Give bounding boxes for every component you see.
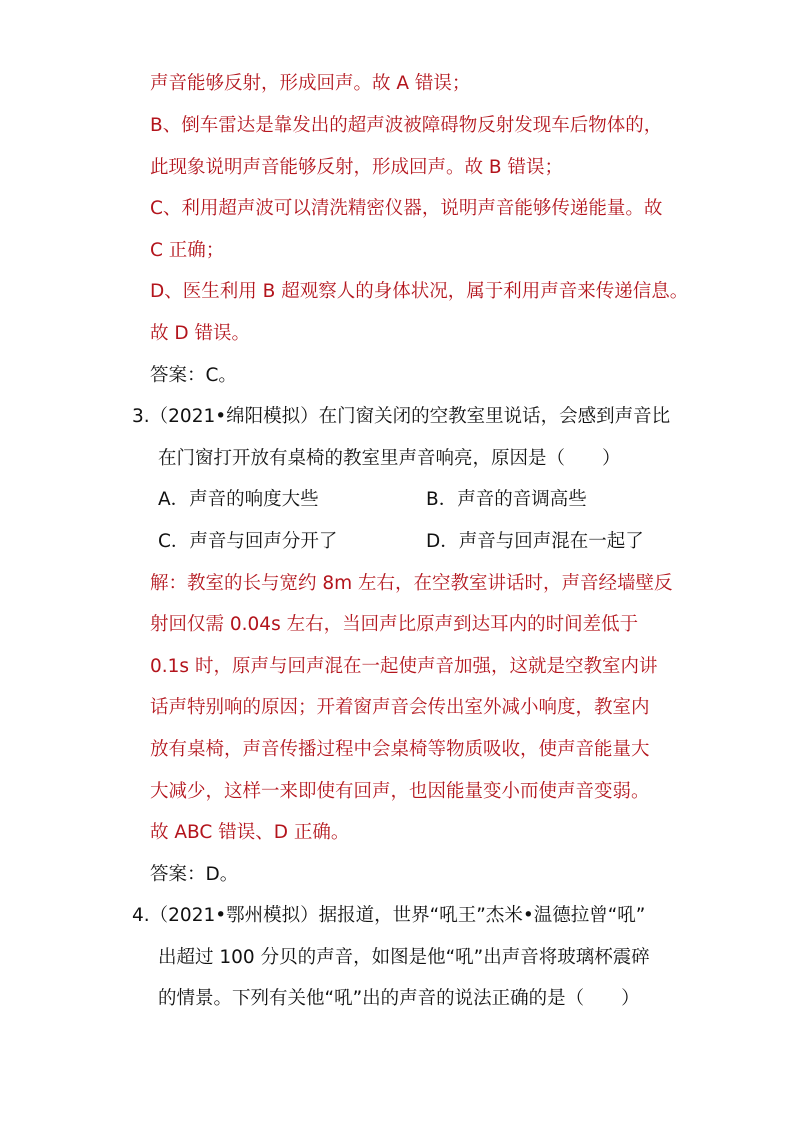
q2-explanation-line-5: C 正确； bbox=[150, 240, 225, 261]
q4-stem-line-1: 4.（2021•鄂州模拟）据报道，世界“吼王”杰米•温德拉曾“吼” bbox=[132, 905, 646, 926]
q2-explanation-line-2: B、倒车雷达是靠发出的超声波被障碍物反射发现车后物体的， bbox=[150, 115, 663, 136]
q2-explanation-line-6: D、医生利用 B 超观察人的身体状况，属于利用声音来传递信息。 bbox=[150, 281, 689, 302]
q4-stem-line-2: 出超过 100 分贝的声音，如图是他“吼”出声音将玻璃杯震碎 bbox=[158, 947, 650, 968]
q2-explanation-line-1: 声音能够反射，形成回声。故 A 错误； bbox=[150, 73, 471, 94]
q3-stem-line-2: 在门窗打开放有桌椅的教室里声音响亮，原因是（ ） bbox=[158, 448, 621, 469]
q3-solution-line-5: 放有桌椅，声音传播过程中会桌椅等物质吸收，使声音能量大 bbox=[150, 739, 650, 760]
q3-stem-line-1: 3.（2021•绵阳模拟）在门窗关闭的空教室里说话，会感到声音比 bbox=[132, 406, 671, 427]
q2-explanation-line-7: 故 D 错误。 bbox=[150, 323, 251, 344]
q3-solution-line-2: 射回仅需 0.04s 左右，当回声比原声到达耳内的时间差低于 bbox=[150, 614, 639, 635]
q3-option-c: C．声音与回声分开了 bbox=[158, 531, 338, 552]
q3-answer: 答案：D。 bbox=[150, 864, 239, 885]
q3-option-d: D．声音与回声混在一起了 bbox=[426, 531, 644, 552]
q4-stem-line-3: 的情景。下列有关他“吼”出的声音的说法正确的是（ ） bbox=[158, 988, 640, 1009]
q2-explanation-line-3: 此现象说明声音能够反射，形成回声。故 B 错误； bbox=[150, 157, 563, 178]
q3-solution-line-3: 0.1s 时，原声与回声混在一起使声音加强，这就是空教室内讲 bbox=[150, 656, 658, 677]
q3-solution-line-4: 话声特别响的原因；开着窗声音会传出室外减小响度，教室内 bbox=[150, 697, 650, 718]
q2-explanation-line-4: C、利用超声波可以清洗精密仪器，说明声音能够传递能量。故 bbox=[150, 198, 663, 219]
q3-solution-line-7: 故 ABC 错误、D 正确。 bbox=[150, 822, 350, 843]
q3-option-a: A．声音的响度大些 bbox=[158, 489, 319, 510]
q3-option-b: B．声音的音调高些 bbox=[426, 489, 587, 510]
q2-answer: 答案：C。 bbox=[150, 365, 237, 386]
q3-solution-line-1: 解：教室的长与宽约 8m 左右，在空教室讲话时，声音经墙壁反 bbox=[150, 573, 673, 594]
q3-solution-line-6: 大减少，这样一来即使有回声，也因能量变小而使声音变弱。 bbox=[150, 781, 650, 802]
